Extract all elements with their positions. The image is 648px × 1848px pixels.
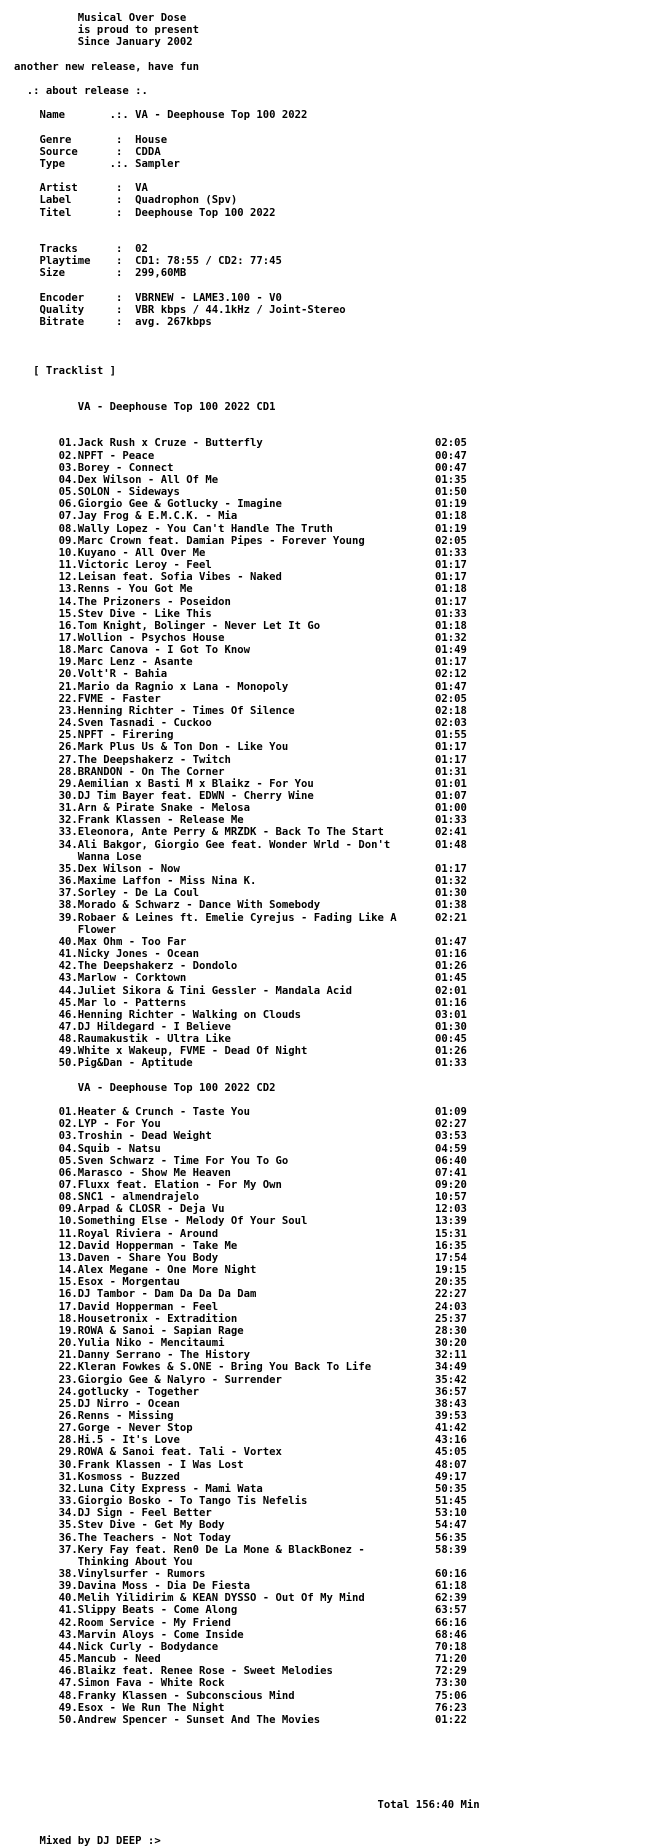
nfo-line: 32.Frank Klassen - Release Me 01:33 [14,814,467,827]
nfo-line: 44.Juliet Sikora & Tini Gessler - Mandala Acid 02:01 [14,984,467,997]
nfo-line: 30.DJ Tim Bayer feat. EDWN - Cherry Wine 01:07 [14,790,467,802]
nfo-line: 43.Marlow - Corktown 01:45 [14,972,467,985]
nfo-line [14,340,480,352]
nfo-line: 21.Mario da Ragnio x Lana - Monopoly 01:47 [14,680,467,693]
nfo-line: 24.Sven Tasnadi - Cuckoo 02:03 [14,717,467,730]
nfo-line: 17.David Hopperman - Feel 24:03 [14,1300,467,1313]
nfo-line: Total 156:40 Min [14,1798,480,1811]
nfo-line: 26.Renns - Missing 39:53 [14,1409,467,1422]
nfo-line: 18.Marc Canova - I Got To Know 01:49 [14,644,467,657]
nfo-line: 24.gotlucky - Together 36:57 [14,1385,467,1398]
nfo-line: 45.Mancub - Need 71:20 [14,1653,467,1666]
nfo-line: 50.Andrew Spencer - Sunset And The Movies 01:22 [14,1713,467,1726]
nfo-line: 06.Marasco - Show Me Heaven 07:41 [14,1166,467,1179]
nfo-line: 39.Robaer & Leines ft. Emelie Cyrejus - Fading Like A 02:21 [14,911,467,924]
nfo-line [14,279,480,291]
nfo-line [14,377,480,389]
nfo-line: Since January 2002 [14,36,193,49]
nfo-line: 40.Max Ohm - Too Far 01:47 [14,935,467,948]
nfo-line [14,389,480,401]
nfo-line: 05.SOLON - Sideways 01:50 [14,486,467,499]
nfo-line: 12.David Hopperman - Take Me 16:35 [14,1239,467,1252]
nfo-line: 19.Marc Lenz - Asante 01:17 [14,656,467,669]
nfo-line: 29.Aemilian x Basti M x Blaikz - For You 01:01 [14,777,467,790]
nfo-line: 14.The Prizoners - Poseidon 01:17 [14,595,467,608]
nfo-line: 02.NPFT - Peace 00:47 [14,449,467,462]
nfo-line: 07.Jay Frog & E.M.C.K. - Mia 01:18 [14,510,467,523]
nfo-line: Musical Over Dose [14,12,187,24]
nfo-line: 23.Giorgio Gee & Nalyro - Surrender 35:42 [14,1373,467,1386]
nfo-line [14,1823,480,1835]
nfo-line: 15.Esox - Morgentau 20:35 [14,1276,467,1289]
nfo-line: 04.Squib - Natsu 04:59 [14,1142,467,1155]
nfo-line: 14.Alex Megane - One More Night 19:15 [14,1264,467,1277]
nfo-line: Flower [14,923,117,936]
nfo-line: 10.Kuyano - All Over Me 01:33 [14,546,467,559]
nfo-line: 42.Room Service - My Friend 66:16 [14,1616,467,1629]
nfo-line: 40.Melih Yilidirim & KEAN DYSSO - Out Of My Mind 62:39 [14,1592,467,1605]
nfo-line [14,219,480,231]
nfo-line [14,1763,480,1775]
nfo-line: 43.Marvin Aloys - Come Inside 68:46 [14,1628,467,1641]
nfo-line: 35.Stev Dive - Get My Body 54:47 [14,1519,467,1532]
nfo-line: 25.NPFT - Firering 01:55 [14,729,467,742]
nfo-line [14,1750,480,1762]
nfo-line: 32.Luna City Express - Mami Wata 50:35 [14,1482,467,1495]
nfo-line: 22.Kleran Fowkes & S.ONE - Bring You Back To Life 34:49 [14,1361,467,1374]
nfo-line [14,231,480,243]
nfo-line [14,121,480,133]
nfo-line: 10.Something Else - Melody Of Your Soul 13:39 [14,1215,467,1228]
nfo-line: Titel : Deephouse Top 100 2022 [14,206,276,219]
nfo-line: 23.Henning Richter - Times Of Silence 02:18 [14,704,467,717]
nfo-line: Thinking About You [14,1555,193,1568]
nfo-line: 28.BRANDON - On The Corner 01:31 [14,765,467,778]
nfo-line: Type .:. Sampler [14,157,180,170]
nfo-line: 42.The Deepshakerz - Dondolo 01:26 [14,960,467,973]
nfo-line: Artist : VA [14,182,148,195]
nfo-line [14,73,480,85]
nfo-line: 15.Stev Dive - Like This 01:33 [14,607,467,620]
nfo-line: Playtime : CD1: 78:55 / CD2: 77:45 [14,255,282,268]
nfo-line: 29.ROWA & Sanoi feat. Tali - Vortex 45:05 [14,1446,467,1459]
nfo-line: 01.Jack Rush x Cruze - Butterfly 02:05 [14,437,467,450]
nfo-line [14,170,480,182]
nfo-line: 50.Pig&Dan - Aptitude 01:33 [14,1057,467,1070]
nfo-line: 28.Hi.5 - It's Love 43:16 [14,1434,467,1447]
nfo-line: VA - Deephouse Top 100 2022 CD2 [14,1081,276,1094]
nfo-line: 41.Nicky Jones - Ocean 01:16 [14,948,467,961]
nfo-line: 35.Dex Wilson - Now 01:17 [14,862,467,875]
nfo-line [14,413,480,425]
nfo-line: 06.Giorgio Gee & Gotlucky - Imagine 01:19 [14,498,467,511]
nfo-line: 38.Vinylsurfer - Rumors 60:16 [14,1568,467,1580]
nfo-line: 46.Henning Richter - Walking on Clouds 03:01 [14,1008,467,1021]
nfo-line: 11.Victoric Leroy - Feel 01:17 [14,559,467,572]
nfo-line [14,328,480,340]
nfo-line: Size : 299,60MB [14,267,187,280]
nfo-text [14,12,480,1848]
nfo-line: 48.Franky Klassen - Subconscious Mind 75:06 [14,1689,467,1702]
nfo-line: 33.Giorgio Bosko - To Tango Tis Nefelis 51:45 [14,1495,467,1508]
nfo-line: Mixed by DJ DEEP :> [14,1835,161,1848]
nfo-line [14,425,480,437]
nfo-line: 05.Sven Schwarz - Time For You To Go 06:40 [14,1154,467,1167]
nfo-line: Source : CDDA [14,145,161,158]
nfo-line: Wanna Lose [14,850,142,863]
nfo-line: VA - Deephouse Top 100 2022 CD1 [14,401,276,413]
nfo-line: 34.Ali Bakgor, Giorgio Gee feat. Wonder Wrld - Don't 01:48 [14,838,467,851]
nfo-line: 39.Davina Moss - Dia De Fiesta 61:18 [14,1580,467,1593]
nfo-line [14,1094,480,1106]
nfo-line: Bitrate : avg. 267kbps [14,315,212,328]
nfo-line: 20.Yulia Niko - Mencitaumi 30:20 [14,1337,467,1350]
nfo-line: Genre : House [14,133,168,146]
nfo-line: Label : Quadrophon (Spv) [14,194,238,207]
nfo-line [14,48,480,60]
nfo-line: 44.Nick Curly - Bodydance 70:18 [14,1640,467,1653]
nfo-line: 04.Dex Wilson - All Of Me 01:35 [14,473,467,486]
nfo-line [14,97,480,109]
nfo-line [14,1726,480,1738]
nfo-line: 03.Borey - Connect 00:47 [14,461,467,474]
nfo-line: 27.The Deepshakerz - Twitch 01:17 [14,753,467,766]
nfo-line: 49.White x Wakeup, FVME - Dead Of Night 01:26 [14,1045,467,1058]
nfo-line: 16.Tom Knight, Bolinger - Never Let It Go 01:18 [14,619,467,632]
nfo-line: 37.Sorley - De La Coul 01:30 [14,887,467,900]
nfo-line: 31.Kosmoss - Buzzed 49:17 [14,1470,467,1483]
nfo-line: 21.Danny Serrano - The History 32:11 [14,1349,467,1362]
nfo-line: 38.Morado & Schwarz - Dance With Somebody 01:38 [14,899,467,912]
nfo-line: 17.Wollion - Psychos House 01:32 [14,631,467,644]
nfo-line [14,1775,480,1787]
nfo-line: Tracks : 02 [14,242,148,255]
nfo-line: 33.Eleonora, Ante Perry & MRZDK - Back To The Start 02:41 [14,826,467,839]
nfo-line: Quality : VBR kbps / 44.1kHz / Joint-Stereo [14,303,346,316]
nfo-line: 34.DJ Sign - Feel Better 53:10 [14,1507,467,1520]
nfo-line: 26.Mark Plus Us & Ton Don - Like You 01:17 [14,741,467,754]
nfo-line: 08.Wally Lopez - You Can't Handle The Truth 01:19 [14,522,467,535]
nfo-line: 49.Esox - We Run The Night 76:23 [14,1701,467,1714]
nfo-line: is proud to present [14,24,199,37]
nfo-line: 19.ROWA & Sanoi - Sapian Rage 28:30 [14,1324,467,1337]
nfo-line: 27.Gorge - Never Stop 41:42 [14,1422,467,1435]
nfo-line: 48.Raumakustik - Ultra Like 00:45 [14,1033,467,1046]
nfo-line: 41.Slippy Beats - Come Along 63:57 [14,1604,467,1617]
nfo-line: .: about release :. [14,84,148,97]
nfo-line [14,1070,480,1082]
nfo-line: Name .:. VA - Deephouse Top 100 2022 [14,109,308,122]
nfo-line [14,1738,480,1750]
nfo-line: 03.Troshin - Dead Weight 03:53 [14,1130,467,1143]
nfo-line: 13.Renns - You Got Me 01:18 [14,583,467,596]
nfo-line: 30.Frank Klassen - I Was Lost 48:07 [14,1458,467,1471]
nfo-line: 01.Heater & Crunch - Taste You 01:09 [14,1106,467,1119]
nfo-line: 46.Blaikz feat. Renee Rose - Sweet Melodies 72:29 [14,1665,467,1678]
nfo-line: 12.Leisan feat. Sofia Vibes - Naked 01:17 [14,571,467,584]
nfo-line: 09.Marc Crown feat. Damian Pipes - Forever Young 02:05 [14,534,467,547]
nfo-line: 20.Volt'R - Bahia 02:12 [14,668,467,681]
nfo-line: 31.Arn & Pirate Snake - Melosa 01:00 [14,802,467,815]
nfo-line: 09.Arpad & CLOSR - Deja Vu 12:03 [14,1203,467,1216]
nfo-line: 16.DJ Tambor - Dam Da Da Da Dam 22:27 [14,1288,467,1301]
nfo-line [14,1787,480,1799]
nfo-line: another new release, have fun [14,60,199,73]
nfo-line: 37.Kery Fay feat. Ren0 De La Mone & BlackBonez - 58:39 [14,1543,467,1556]
nfo-line: 45.Mar lo - Patterns 01:16 [14,996,467,1009]
nfo-line [14,352,480,364]
nfo-line: 11.Royal Riviera - Around 15:31 [14,1227,467,1240]
nfo-line: 13.Daven - Share You Body 17:54 [14,1251,467,1264]
nfo-line: 36.Maxime Laffon - Miss Nina K. 01:32 [14,875,467,888]
nfo-line: [ Tracklist ] [14,364,117,377]
nfo-line: 02.LYP - For You 02:27 [14,1118,467,1131]
nfo-line: 07.Fluxx feat. Elation - For My Own 09:20 [14,1179,467,1191]
nfo-line: 47.DJ Hildegard - I Believe 01:30 [14,1020,467,1033]
nfo-line: 47.Simon Fava - White Rock 73:30 [14,1677,467,1690]
nfo-line: Encoder : VBRNEW - LAME3.100 - V0 [14,291,282,304]
nfo-line: 08.SNC1 - almendrajelo 10:57 [14,1191,467,1204]
nfo-line [14,1811,480,1823]
nfo-line: 25.DJ Nirro - Ocean 38:43 [14,1397,467,1410]
nfo-line: 36.The Teachers - Not Today 56:35 [14,1531,467,1544]
nfo-line: 22.FVME - Faster 02:05 [14,692,467,705]
nfo-line: 18.Housetronix - Extradition 25:37 [14,1312,467,1325]
